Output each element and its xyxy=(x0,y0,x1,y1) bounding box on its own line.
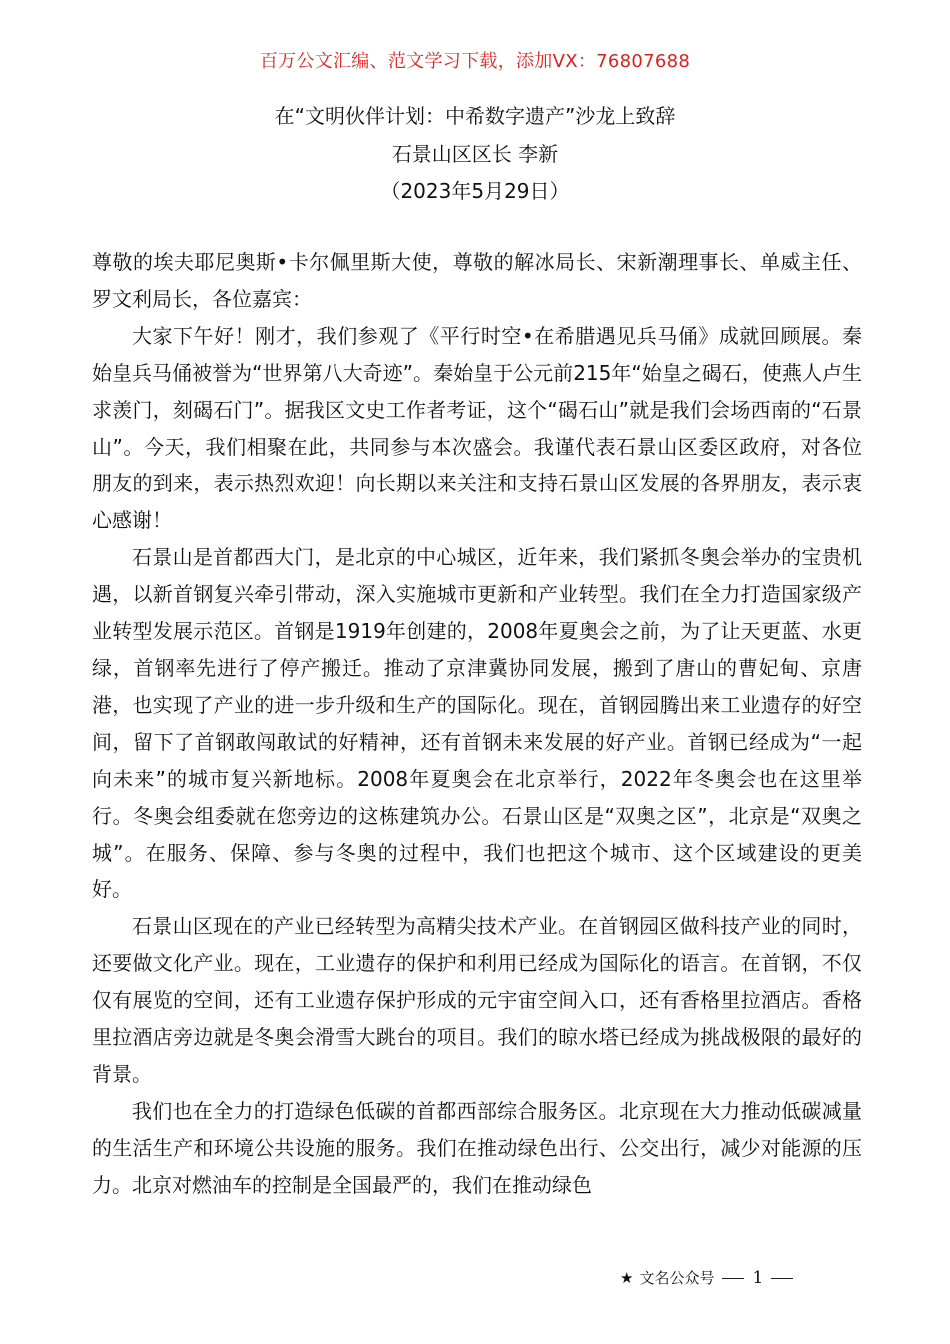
speech-title: 在“文明伙伴计划：中希数字遗产”沙龙上致辞 xyxy=(274,104,676,128)
footer-label: 文名公众号 xyxy=(639,1269,715,1287)
paragraph-2: 石景山是首都西大门，是北京的中心城区，近年来，我们紧抓冬奥会举办的宝贵机遇，以新首钢复兴牵引带动，深入实施城市更新和产业转型。我们在全力打造国家级产业转型发展示范区。首钢是1919年创建的，2008年夏奥会之前，为了让天更蓝、水更绿，首钢率先进行了停产搬迁。推动了京津冀协同发展，搬到了唐山的曹妃甸、京唐港，也实现了产业的进一步升级和生产的国际化。现在，首钢园腾出来工业遗存的好空间，留下了首钢敢闯敢试的好精神，还有首钢未来发展的好产业。首钢已经成为“一起向未来”的城市复兴新地标。2008年夏奥会在北京举行，2022年冬奥会也在这里举行。冬奥会组委就在您旁边的这栋建筑办公。石景山区是“双奥之区”，北京是“双奥之城”。在服务、保障、参与冬奥的过程中，我们也把这个城市、这个区域建设的更美好。 xyxy=(92,545,862,902)
paragraph-3: 石景山区现在的产业已经转型为高精尖技术产业。在首钢园区做科技产业的同时，还要做文化产业。现在，工业遗存的保护和利用已经成为国际化的语言。在首钢，不仅仅有展览的空间，还有工业遗存保护形成的元宇宙空间入口，还有香格里拉酒店。香格里拉酒店旁边就是冬奥会滑雪大跳台的项目。我们的晾水塔已经成为挑战极限的最好的背景。 xyxy=(92,914,862,1086)
footer-dash-right xyxy=(771,1278,793,1279)
page-footer xyxy=(620,1267,801,1288)
salutation: 尊敬的埃夫耶尼奥斯•卡尔佩里斯大使，尊敬的解冰局长、宋新潮理事长、单威主任、罗文利局长，各位嘉宾： xyxy=(92,250,862,311)
speech-body xyxy=(92,244,862,1204)
star-icon: ★ xyxy=(620,1269,634,1287)
speech-date: （2023年5月29日） xyxy=(380,179,570,203)
speaker-line: 石景山区区长 李新 xyxy=(391,142,559,166)
paragraph-1: 大家下午好！刚才，我们参观了《平行时空•在希腊遇见兵马俑》成就回顾展。秦始皇兵马俑被誉为“世界第八大奇迹”。秦始皇于公元前215年“始皇之碣石，使燕人卢生求羡门，刻碣石门”。据我区文史工作者考证，这个“碣石山”就是我们会场西南的“石景山”。今天，我们相聚在此，共同参与本次盛会。我谨代表石景山区委区政府，对各位朋友的到来，表示热烈欢迎！向长期以来关注和支持石景山区发展的各界朋友，表示衷心感谢！ xyxy=(92,323,862,533)
page-number: 1 xyxy=(752,1268,764,1288)
paragraph-4: 我们也在全力的打造绿色低碳的首都西部综合服务区。北京现在大力推动低碳减量的生活生产和环境公共设施的服务。我们在推动绿色出行、公交出行，减少对能源的压力。北京对燃油车的控制是全国最严的，我们在推动绿色 xyxy=(92,1098,862,1197)
watermark-banner: 百万公文汇编、范文学习下载，添加VX：76807688 xyxy=(259,51,691,72)
footer-dash-left xyxy=(722,1278,744,1279)
